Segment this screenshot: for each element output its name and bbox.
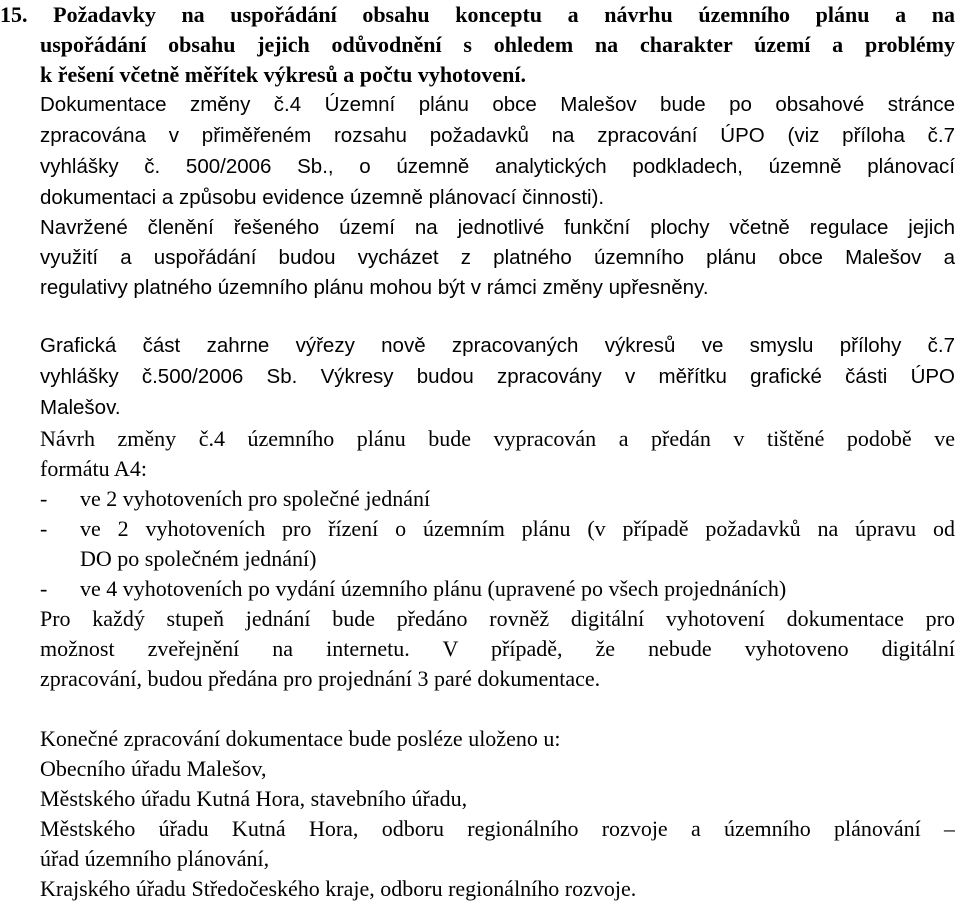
para6-line-3: Městského úřadu Kutná Hora, stavebního úřadu, bbox=[40, 786, 468, 811]
bullet-dash: - bbox=[40, 486, 48, 511]
para1-line-4: dokumentaci a způsobu evidence územně plánovací činnosti). bbox=[40, 186, 605, 209]
para6-line-1: Konečné zpracování dokumentace bude posléze uloženo u: bbox=[40, 726, 561, 751]
section-heading-line-1 bbox=[0, 0, 955, 30]
para3-line-1: Grafická část zahrne výřezy nově zpracovaných výkresů ve smyslu přílohy č.7 bbox=[40, 334, 955, 357]
bullet-text-2b: DO po společném jednání) bbox=[80, 546, 317, 571]
para3-line-3: Malešov. bbox=[40, 396, 121, 419]
section-heading-line-2: uspořádání obsahu jejich odůvodnění s ohledem na charakter území a problémy bbox=[40, 32, 955, 57]
para2-line-2: využití a uspořádání budou vycházet z platného územního plánu obce Malešov a bbox=[40, 246, 955, 269]
para5-line-3: zpracování, budou předána pro projednání 3 paré dokumentace. bbox=[40, 666, 601, 691]
bullet-text-1: ve 2 vyhotoveních pro společné jednání bbox=[80, 486, 431, 511]
section-heading-line-3: k řešení včetně měřítek výkresů a počtu vyhotovení. bbox=[40, 62, 526, 87]
bullet-text-3: ve 4 vyhotoveních po vydání územního plánu (upravené po všech projednáních) bbox=[80, 576, 787, 601]
para1-line-1: Dokumentace změny č.4 Územní plánu obce Malešov bude po obsahové stránce bbox=[40, 93, 955, 116]
para6-line-6: Krajského úřadu Středočeského kraje, odboru regionálního rozvoje. bbox=[40, 876, 637, 901]
para2-line-3: regulativy platného územního plánu mohou být v rámci změny upřesněny. bbox=[40, 276, 709, 299]
para6-line-5: úřad územního plánování, bbox=[40, 846, 270, 871]
para4-line-1: Návrh změny č.4 územního plánu bude vypracován a předán v tištěné podobě ve bbox=[40, 426, 955, 451]
bullet-dash: - bbox=[40, 576, 48, 601]
para1-line-2: zpracována v přiměřeném rozsahu požadavků na zpracování ÚPO (viz příloha č.7 bbox=[40, 124, 955, 147]
para5-line-1: Pro každý stupeň jednání bude předáno rovněž digitální vyhotovení dokumentace pro bbox=[40, 606, 955, 631]
para6-line-2: Obecního úřadu Malešov, bbox=[40, 756, 267, 781]
section-heading-text-1: Požadavky na uspořádání obsahu konceptu a návrhu územního plánu a na bbox=[53, 2, 955, 27]
bullet-text-2a: ve 2 vyhotoveních pro řízení o územním plánu (v případě požadavků na úpravu od bbox=[80, 516, 955, 541]
para5-line-2: možnost zveřejnění na internetu. V případě, že nebude vyhotoveno digitální bbox=[40, 636, 955, 661]
para2-line-1: Navržené členění řešeného území na jednotlivé funkční plochy včetně regulace jejich bbox=[40, 216, 955, 239]
bullet-dash: - bbox=[40, 516, 48, 541]
section-number: 15. bbox=[0, 2, 28, 27]
para3-line-2: vyhlášky č.500/2006 Sb. Výkresy budou zpracovány v měřítku grafické části ÚPO bbox=[40, 365, 955, 388]
para4-line-2: formátu A4: bbox=[40, 456, 147, 481]
para6-line-4: Městského úřadu Kutná Hora, odboru regionálního rozvoje a územního plánování – bbox=[40, 816, 955, 841]
para1-line-3: vyhlášky č. 500/2006 Sb., o územně analytických podkladech, územně plánovací bbox=[40, 155, 955, 178]
